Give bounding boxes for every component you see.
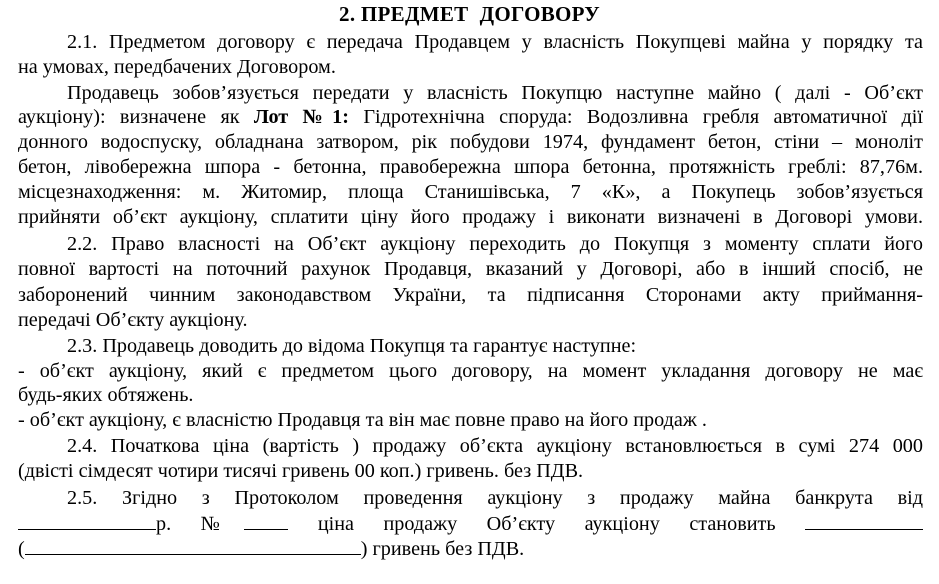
close-paren-text: ) гривень без ПДВ. <box>360 538 525 560</box>
year-abbr: р. <box>156 513 172 535</box>
paragraph-2-3-line-3: будь-яких обтяжень. <box>18 384 194 406</box>
object-paragraph-line-3: донного водоспуску, обладнана затвором, рік побудови 1974, фундамент бетон, стіни – моноліт <box>18 131 923 153</box>
object-paragraph-line-2-post: Гідротехнічна споруда: Водозливна гребля автоматичної дії <box>348 106 923 128</box>
object-paragraph-line-4: бетон, лівобережна шпора - бетонна, правобережна шпора бетонна, протяжність греблі: 87,76м. <box>18 156 923 178</box>
word-sale: продажу <box>383 513 458 535</box>
word-auction: аукціону <box>584 513 660 535</box>
lot-label: Лот №1: <box>253 106 349 128</box>
paragraph-2-2-line-4: передачі Об’єкту аукціону. <box>18 309 248 331</box>
paragraph-2-4-line-1: 2.4. Початкова ціна (вартість ) продажу об’єкта аукціону встановлюється в сумі 274 000 <box>67 435 923 457</box>
paragraph-2-5-line-1: 2.5. Згідно з Протоколом проведення аукціону з продажу майна банкрута від <box>67 487 923 509</box>
paragraph-2-5-line-2 <box>18 511 923 536</box>
date-blank <box>18 511 156 530</box>
open-paren: ( <box>18 538 25 560</box>
paragraph-2-1-line-1: 2.1. Предметом договору є передача Продавцем у власність Покупцеві майна у порядку та <box>67 31 923 53</box>
paragraph-2-3-line-4: - об’єкт аукціону, є власністю Продавця та він має повне право на його продаж . <box>18 409 707 431</box>
number-blank <box>244 511 288 530</box>
paragraph-2-2-line-2: повної вартості на поточний рахунок Продавця, вказаний у Договорі, або в інший спосіб, не <box>18 258 923 280</box>
word-object: Об’єкту <box>486 513 556 535</box>
object-paragraph-line-6: прийняти об’єкт аукціону, сплатити ціну його продажу і виконати визначені в Договорі умови. <box>18 206 923 228</box>
object-paragraph-line-2-pre: аукціону): визначене як <box>18 106 254 128</box>
section-title: 2. ПРЕДМЕТ ДОГОВОРУ <box>339 2 600 26</box>
word-amounts: становить <box>689 513 776 535</box>
object-paragraph-line-2 <box>18 105 923 129</box>
amount-blank <box>805 511 923 530</box>
paragraph-2-2-line-1: 2.2. Право власності на Об’єкт аукціону переходить до Покупця з моменту сплати його <box>67 233 923 255</box>
paragraph-2-1-line-2: на умовах, передбачених Договором. <box>18 56 336 78</box>
paragraph-2-3-line-2: - об’єкт аукціону, який є предметом цього договору, на момент укладання договору не має <box>18 360 923 382</box>
paragraph-2-2-line-3: заборонений чинним законодавством України, та підписання Сторонами акту приймання- <box>18 284 923 306</box>
object-paragraph-line-1: Продавець зобов’язується передати у власність Покупцю наступне майно ( далі - Об’єкт <box>67 82 923 104</box>
amount-words-blank <box>25 536 361 555</box>
paragraph-2-5-line-3 <box>18 536 923 561</box>
paragraph-2-4-line-2: (двісті сімдесят чотири тисячі гривень 00 коп.) гривень. без ПДВ. <box>18 460 584 482</box>
paragraph-2-3-line-1: 2.3. Продавець доводить до відома Покупця та гарантує наступне: <box>67 335 637 357</box>
object-paragraph-line-5: місцезнаходження: м. Житомир, площа Станишівська, 7 «К», а Покупець зобов’язується <box>18 181 923 203</box>
number-sign: № <box>200 513 245 535</box>
word-price: ціна <box>317 513 354 535</box>
